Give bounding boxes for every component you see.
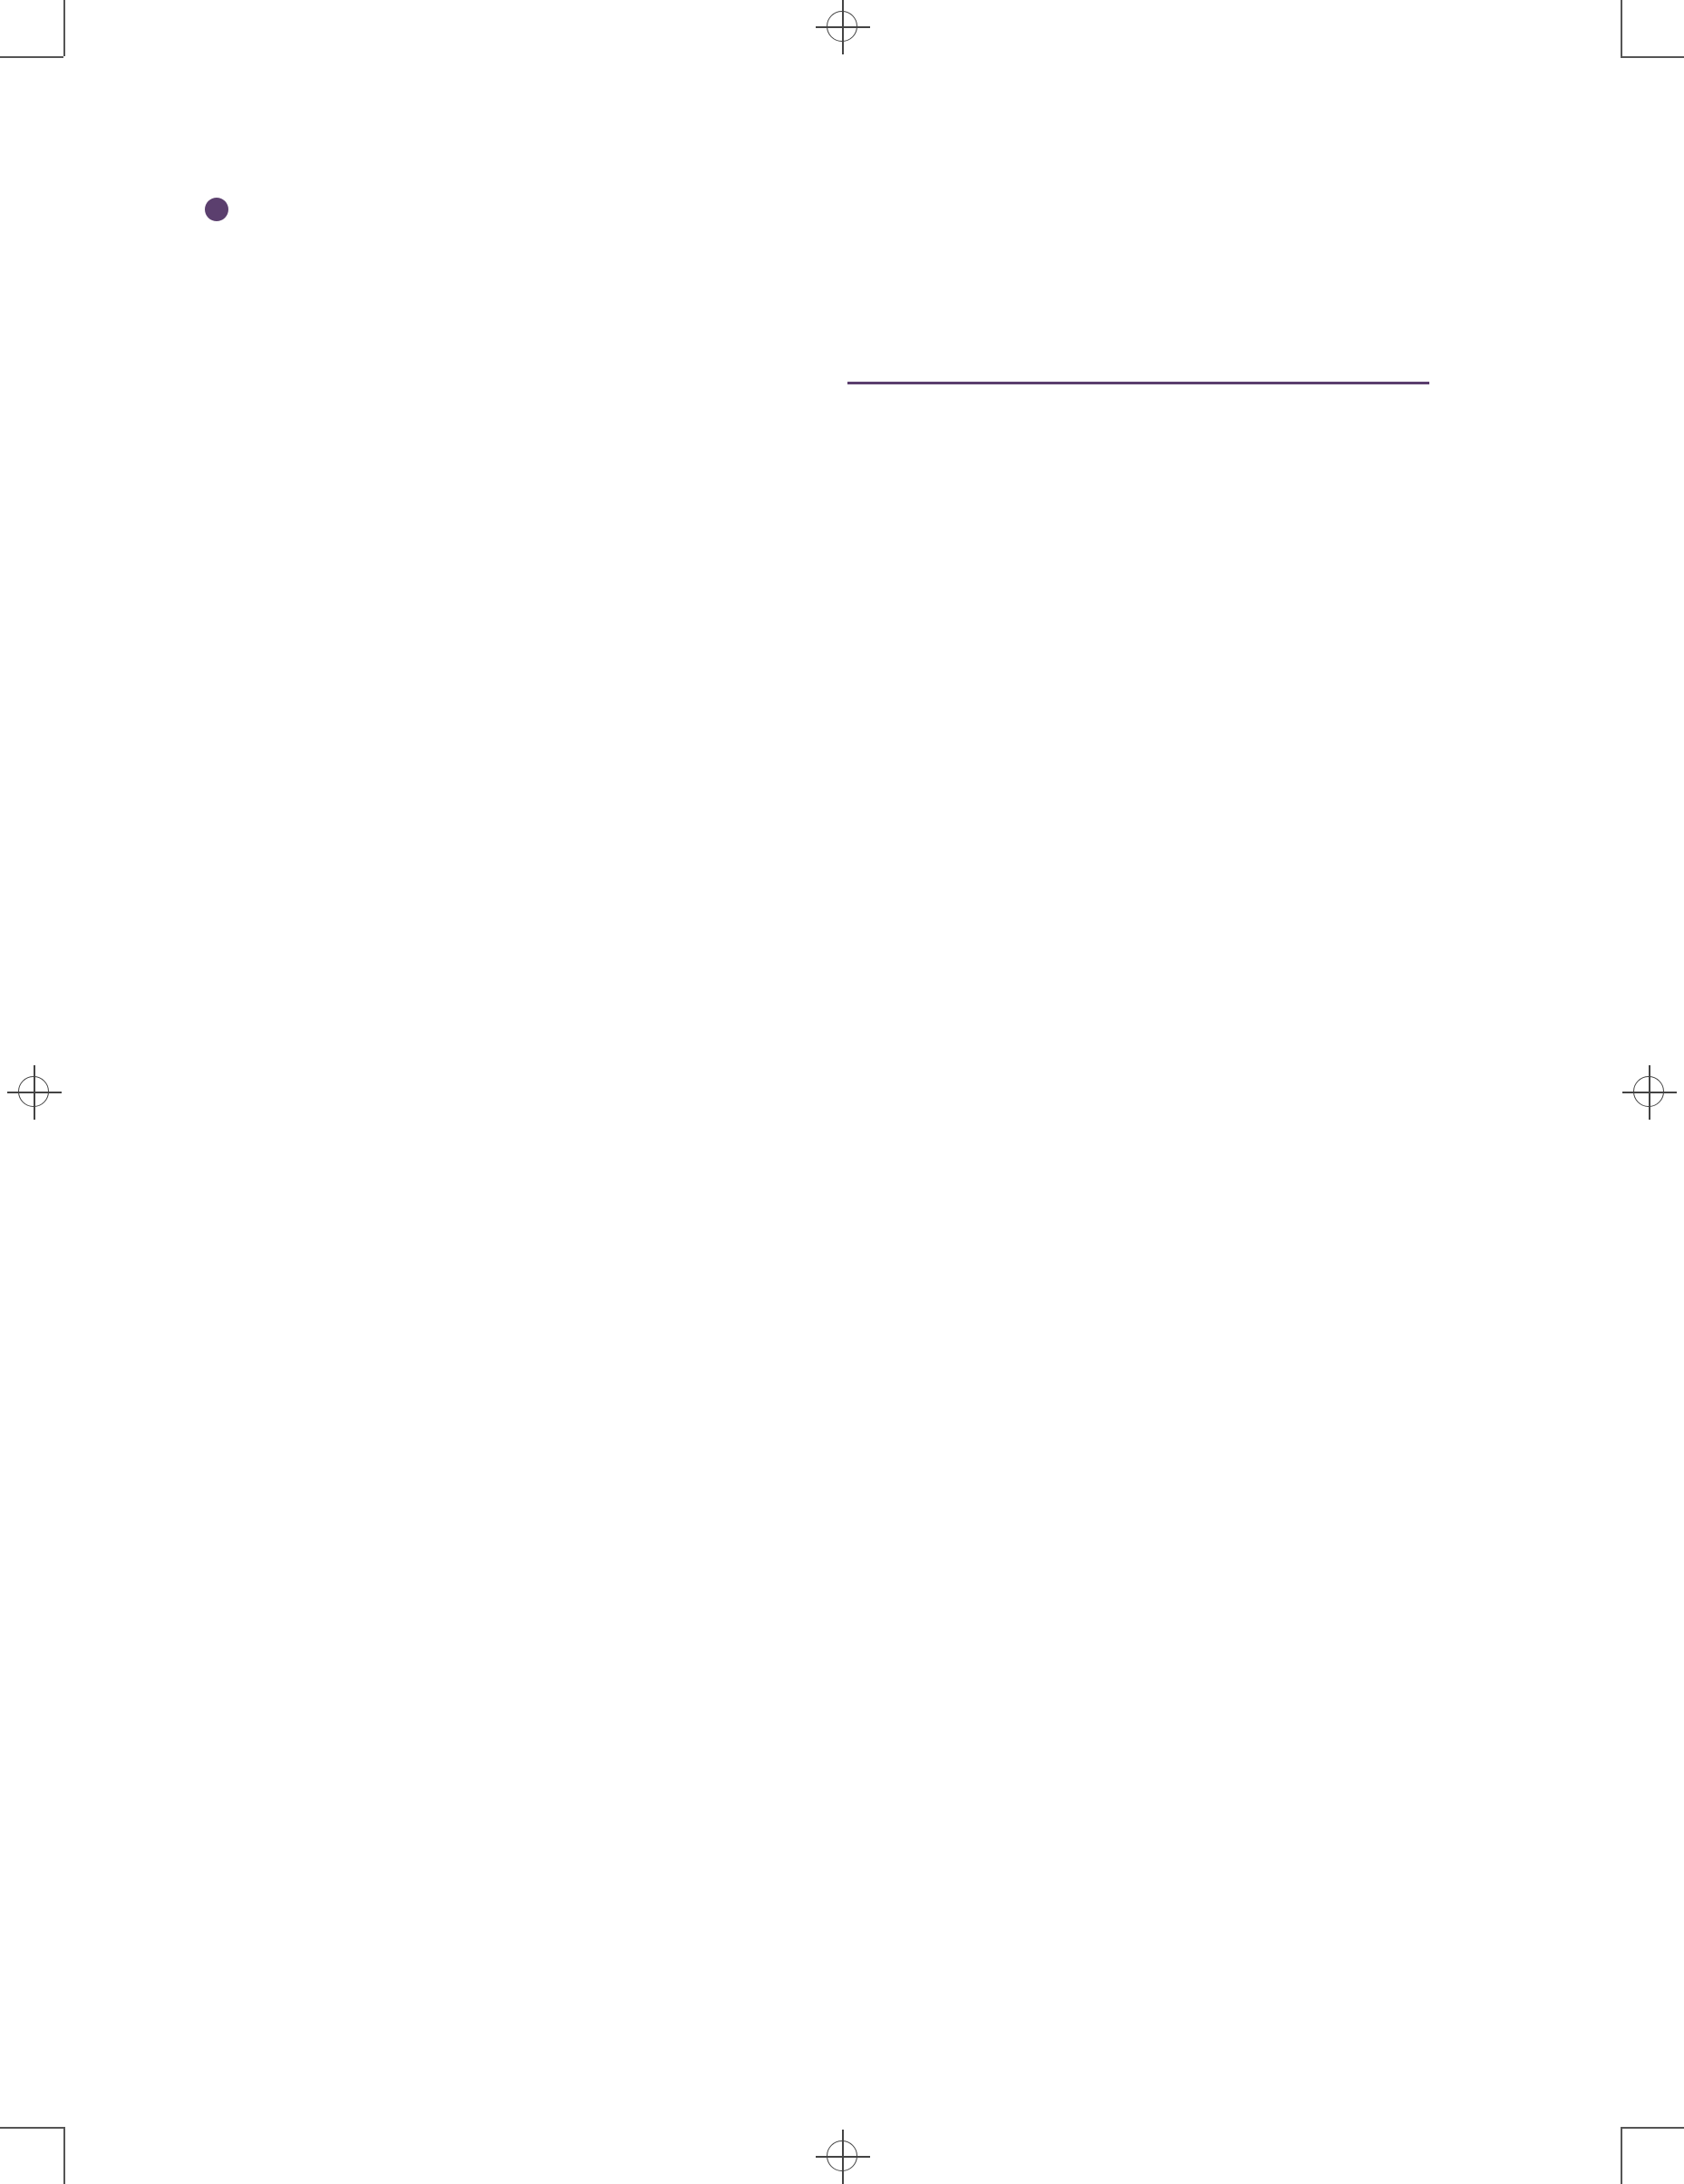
crop-mark <box>0 2127 63 2129</box>
learn-more-title <box>199 202 228 230</box>
registration-mark <box>1622 1065 1677 1120</box>
crop-mark <box>63 0 65 56</box>
crop-mark <box>63 2127 65 2184</box>
section-number-badge <box>205 198 228 221</box>
unit-exercise-header <box>847 330 1429 384</box>
registration-mark <box>7 1065 62 1120</box>
learn-more-header <box>199 198 781 234</box>
crop-mark <box>1621 0 1622 56</box>
crop-mark <box>0 56 63 58</box>
check-section <box>199 1262 781 1311</box>
crop-mark <box>1621 2127 1684 2129</box>
carryover-translation <box>847 194 1429 198</box>
crop-mark <box>1621 56 1684 58</box>
case-1 <box>199 252 781 272</box>
section-divider <box>847 382 1429 384</box>
case-3 <box>199 1045 781 1062</box>
case-2 <box>199 863 781 879</box>
crop-mark <box>1621 2127 1622 2184</box>
registration-mark <box>816 2130 870 2184</box>
page-footer <box>199 1992 237 2017</box>
registration-mark <box>816 0 870 54</box>
